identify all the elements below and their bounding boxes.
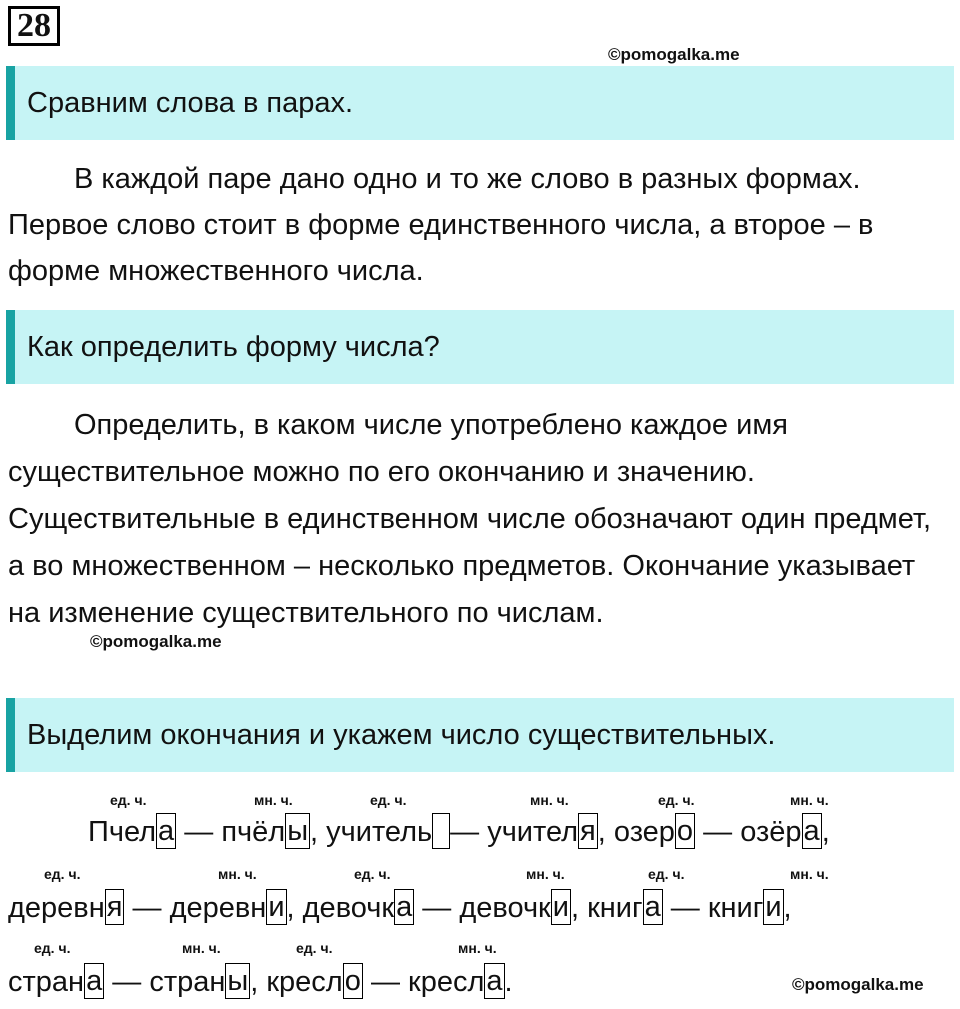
heading-endings [6, 698, 954, 772]
ending-box: а [486, 965, 503, 998]
word-part: стран [8, 966, 85, 998]
word-part: деревн [8, 892, 105, 924]
word-part: стран [149, 966, 226, 998]
ending-box: ы [287, 815, 309, 848]
ending-box: и [552, 891, 569, 924]
label-sg: ед. ч. [296, 940, 333, 956]
ending-box: о [676, 815, 694, 848]
word-part: — [450, 816, 480, 848]
label-pl: мн. ч. [254, 792, 293, 808]
heading-endings-text: Выделим окончания и укажем число существительных. [27, 718, 776, 751]
label-pl: мн. ч. [530, 792, 569, 808]
label-pl: мн. ч. [182, 940, 221, 956]
ending-box: о [344, 965, 361, 998]
watermark: ©pomogalka.me [608, 45, 740, 64]
heading-how-to [6, 310, 954, 384]
label-pl: мн. ч. [526, 866, 565, 882]
ending-box: а [396, 891, 413, 924]
heading-compare-text: Сравним слова в парах. [27, 86, 354, 119]
label-sg: ед. ч. [354, 866, 391, 882]
ending-box: и [268, 891, 285, 924]
ending-box: а [86, 965, 103, 998]
paragraph-rule-text: Определить, в каком числе употреблено каждое имя существительное можно по его окончанию и значению. Существительные в единственном числе обозначают один предмет, а во множественном – несколько предметов. Окончание указывает на изменение существительного по числам. [8, 409, 932, 629]
label-sg: ед. ч. [44, 866, 81, 882]
word-part: кресл [408, 966, 485, 998]
word-part: — [370, 966, 400, 998]
ending-box: ы [227, 965, 249, 998]
word-part: озёр [740, 816, 802, 848]
word-part: девочк [302, 892, 395, 924]
watermark-bottom: ©pomogalka.me [792, 975, 924, 994]
ending-box: я [580, 815, 596, 848]
label-pl: мн. ч. [790, 866, 829, 882]
word-part: — [112, 966, 142, 998]
word-part: книг [707, 892, 764, 924]
paragraph-rule [8, 402, 948, 637]
label-sg: ед. ч. [648, 866, 685, 882]
word-part: девочк [459, 892, 551, 924]
ending-box: и [765, 891, 782, 924]
label-sg: ед. ч. [34, 940, 71, 956]
label-pl: мн. ч. [458, 940, 497, 956]
paragraph-forms-text: В каждой паре дано одно и то же слово в разных формах. Первое слово стоит в форме единственного числа, а второе – в форме множественного числа. [8, 163, 874, 287]
ending-box: я [106, 891, 123, 924]
label-sg: ед. ч. [370, 792, 407, 808]
word-part: учитель [326, 816, 433, 848]
word-row-3: страна — страны, кресло — кресла. [8, 965, 513, 998]
word-part: — [422, 892, 452, 924]
word-part: кресл [266, 966, 343, 998]
word-part: — [184, 816, 214, 848]
heading-compare [6, 66, 954, 140]
word-part: — [703, 816, 733, 848]
watermark-middle: ©pomogalka.me [90, 632, 222, 651]
word-part: книг [587, 892, 643, 924]
heading-how-to-text: Как определить форму числа? [27, 330, 440, 363]
word-part: учител [487, 816, 579, 848]
task-number: 28 [8, 6, 60, 46]
word-part: Пчел [88, 816, 157, 848]
word-row-1: Пчела — пчёлы, учитель — учителя, озеро — озёра, [88, 815, 830, 848]
word-part: — [670, 892, 700, 924]
label-pl: мн. ч. [790, 792, 829, 808]
ending-box: а [644, 891, 661, 924]
label-sg: ед. ч. [658, 792, 695, 808]
ending-box: а [803, 815, 820, 848]
ending-box-empty [432, 813, 450, 849]
word-part: деревн [169, 892, 267, 924]
word-part: — [132, 892, 162, 924]
ending-box: а [158, 815, 175, 848]
paragraph-forms [8, 156, 948, 294]
label-sg: ед. ч. [110, 792, 147, 808]
word-part: озер [613, 816, 675, 848]
label-pl: мн. ч. [218, 866, 257, 882]
word-row-2: деревня — деревни, девочка — девочки, книга — книги, [8, 891, 792, 924]
word-part: пчёл [221, 816, 286, 848]
